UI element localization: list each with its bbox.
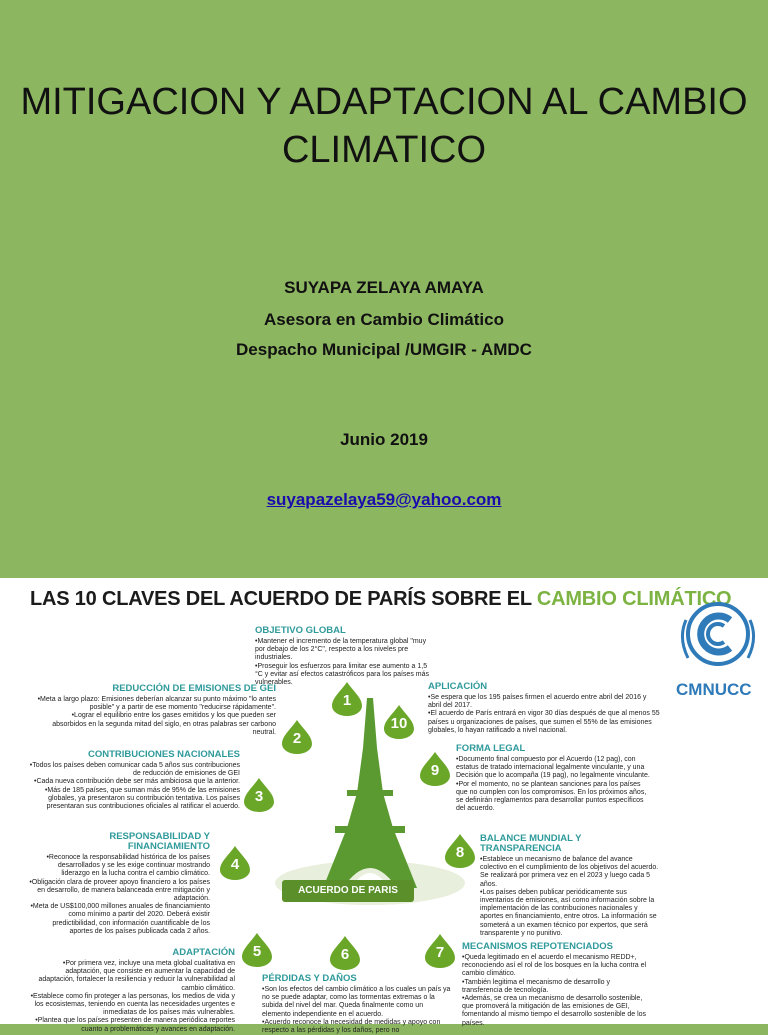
section-title: PÉRDIDAS Y DAÑOS	[262, 973, 357, 984]
logo-label: CMNUCC	[676, 680, 752, 699]
author-office: Despacho Municipal /UMGIR - AMDC	[236, 340, 532, 359]
section-body: •Mantener el incremento de la temperatura global "muy por debajo de los 2°C", respecto a los niveles pre industriales. •Proseguir los esfuerzos para limitar ese aumento a 1,5 °C y evitar así efectos catastróficos para los países más vulnerables.	[255, 638, 429, 687]
section-body: •Queda legitimado en el acuerdo el mecanismo REDD+, reconociendo así el rol de los bosques en la lucha contra el cambio climático. •También legitima el mecanismo de desarrollo y transferencia de tecnología. •Además, se crea un mecanismo de desarrollo sostenible, que promoverá la mitigación de las emisiones de GEI, fomentando al mismo tiempo el desarrollo sostenible de los países.	[462, 954, 647, 1027]
email-link[interactable]: suyapazelaya59@yahoo.com	[266, 490, 502, 509]
section-body: •Son los efectos del cambio climático a los cuales un país ya no se puede adaptar, como las tormentas extremas o la subida del nivel del mar. Queda finalmente como un elemento independiente en el acuerdo. •Acuerdo reconoce la necesidad de medidas y apoyo con respecto a las pérdidas y los daños, pero no	[262, 986, 451, 1035]
section-title: APLICACIÓN	[428, 681, 488, 692]
author-name: SUYAPA ZELAYA AMAYA	[284, 278, 484, 297]
key-number-2-icon: 2	[282, 720, 312, 754]
email-row	[0, 490, 768, 510]
key-number-9-icon: 9	[420, 752, 450, 786]
section-reduccion-emisiones	[36, 684, 276, 737]
section-title: MECANISMOS REPOTENCIADOS	[462, 941, 613, 952]
key-number-1-icon: 1	[332, 682, 362, 716]
presentation-date: Junio 2019	[340, 430, 428, 449]
section-title: ADAPTACIÓN	[172, 947, 235, 958]
paris-agreement-poster	[0, 578, 768, 1035]
key-number-4-icon: 4	[220, 846, 250, 880]
poster-banner: ACUERDO DE PARIS	[282, 880, 414, 902]
key-number-6-icon: 6	[330, 936, 360, 970]
poster-heading-highlight: CAMBIO CLIMÁTICO	[536, 588, 732, 610]
section-body: •Reconoce la responsabilidad histórica de los países desarrollados y se les exige continuar mostrando liderazgo en la lucha contra el cambio climático. •Obligación clara de proveer apoyo financiero a los países en desarrollo, de manera balanceada entre mitigación y adaptación. •Meta de US$100,000 millones anuales de financiamiento como mínimo a partir del 2020. Deberá existir predictibilidad, con información cuantificable de los aportes de los países publicada cada 2 años.	[29, 854, 210, 935]
section-title: CONTRIBUCIONES NACIONALES	[87, 749, 240, 760]
key-number-5-icon: 5	[242, 933, 272, 967]
un-emblem-icon	[672, 592, 764, 692]
section-body: •Se espera que los 195 países firmen el acuerdo entre abril del 2016 y abril del 2017. •El acuerdo de París entrará en vigor 30 días después de que al menos 55 países u organizaciones de países, que sumen el 55% de las emisiones globales, lo hayan ratificado a nivel nacional.	[428, 694, 660, 734]
section-responsabilidad-financiamiento	[28, 832, 210, 936]
section-adaptacion	[30, 948, 235, 1034]
slide-title: MITIGACION Y ADAPTACION AL CAMBIO CLIMATICO	[20, 81, 748, 171]
section-body: •Establece un mecanismo de balance del avance colectivo en el cumplimiento de los objetivos del acuerdo. Se realizará por primera vez en el 2023 y luego cada 5 años. •Los países deben publicar periódicamente sus inventarios de emisiones, así como información sobre la implementación de las contribuciones nacionales y aportes en financiamiento, entre otros. La información se someterá a un examen técnico por expertos, que será transparente y no punitivo.	[480, 856, 659, 937]
key-number-8-icon: 8	[445, 834, 475, 868]
section-title: FORMA LEGAL	[456, 743, 526, 754]
author-role: Asesora en Cambio Climático	[264, 310, 504, 329]
section-contribuciones-nacionales	[22, 750, 240, 811]
section-balance-mundial	[480, 834, 660, 938]
poster-heading	[30, 588, 731, 611]
section-forma-legal	[456, 744, 652, 813]
section-title: REDUCCIÓN DE EMISIONES DE GEI	[112, 683, 276, 694]
section-objetivo-global	[255, 626, 435, 687]
key-number-3-icon: 3	[244, 778, 274, 812]
section-body: •Todos los países deben comunicar cada 5 años sus contribuciones de reducción de emisiones de GEI •Cada nueva contribución debe ser más ambiciosa que la anterior. •Más de 185 países, que suman más de 95% de las emisiones globales, ya presentaron su contribución tentativa. Los países presentaran sus contribuciones oficiales al ratificar el acuerdo.	[29, 762, 240, 811]
section-body: •Documento final compuesto por el Acuerdo (12 pag), con estatus de tratado internacional legalmente vinculante, y una Decisión que lo acompaña (19 pag), no legalmente vinculante. •Por el momento, no se plantean sanciones para los países que no cumplen con los compromisos. En los próximos años, se definirán reglamentos para desarrollar puntos específicos del acuerdo.	[456, 756, 650, 813]
key-number-10-icon: 10	[384, 705, 414, 739]
section-title: OBJETIVO GLOBAL	[255, 625, 346, 636]
section-title: RESPONSABILIDAD Y FINANCIAMIENTO	[109, 831, 210, 852]
poster-heading-prefix: LAS 10 CLAVES DEL ACUERDO DE PARÍS SOBRE EL	[30, 588, 532, 610]
key-number-7-icon: 7	[425, 934, 455, 968]
section-mecanismos-repotenciados	[462, 942, 652, 1028]
section-perdidas-danos	[262, 974, 452, 1035]
section-body: •Meta a largo plazo: Emisiones deberían alcanzar su punto máximo "lo antes posible" y a partir de ese momento "reducirse rápidamente". •Lograr el equilibrio entre los gases emitidos y los que pueden ser absorbidos en la segunda mitad del siglo, en otras palabras ser carbono neutral.	[37, 696, 276, 736]
section-body: •Por primera vez, incluye una meta global cualitativa en adaptación, que consiste en aumentar la capacidad de adaptación, fortalecer la resiliencia y reducir la vulnerabilidad al cambio climático. •Establece como fin proteger a las personas, los medios de vida y los ecosistemas, teniendo en cuenta las necesidades urgentes e inmediatas de los países más vulnerables. •Plantea que los países presenten de manera periódica reportes cuanto a problemáticas y avances en adaptación.	[30, 960, 235, 1033]
section-aplicacion	[428, 682, 660, 735]
section-title: BALANCE MUNDIAL Y TRANSPARENCIA	[480, 833, 582, 854]
